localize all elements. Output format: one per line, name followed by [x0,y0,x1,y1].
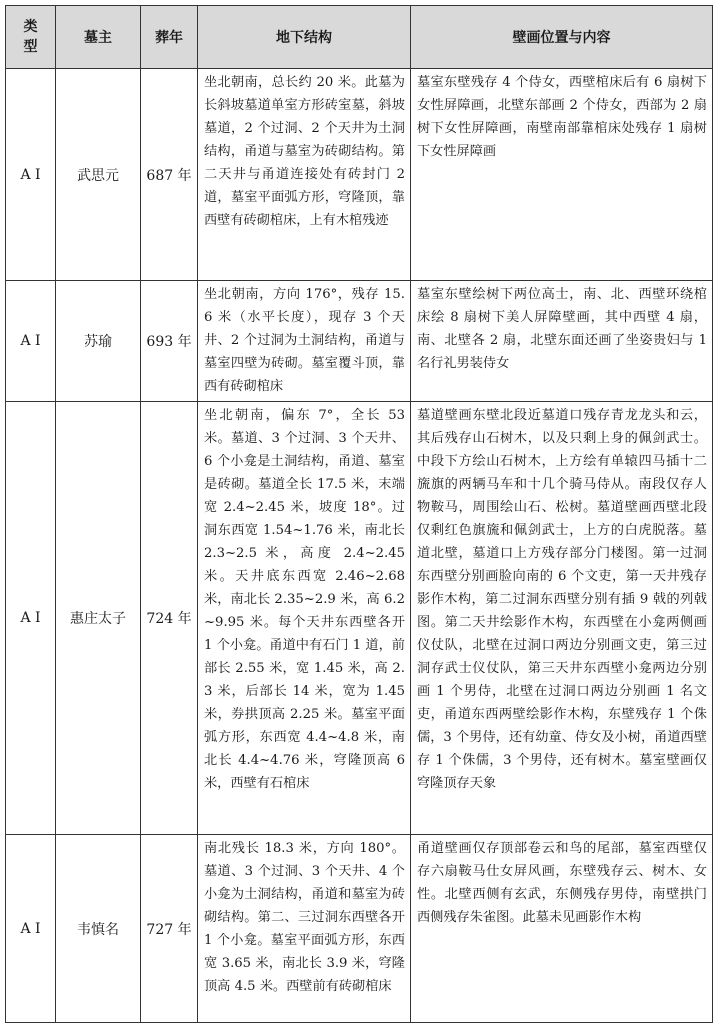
table-row [6,281,713,402]
cell-murals: 墓道壁画东壁北段近墓道口残存青龙龙头和云，其后残存山石树木，以及只剩上身的佩剑武士。中段下方绘山石树木，上方绘有单辕四马插十二旒旗的两辆马车和十几个骑马侍从。南段仅存人物鞍马，周围绘山石、松树。墓道壁画西壁北段仅剩红色旗旒和佩剑武士，上方的白虎脱落。墓道北壁，墓道口上方残存部分门楼图。第一过洞东西壁分别画脸向南的 6 个文吏，第一天井残存影作木构，第二过洞东西壁分别有插 9 戟的列戟图。第二天井绘影作木构，东西壁在小龛两侧画仪仗队，北壁在过洞口两边分别画文吏，第三过洞存武士仪仗队，第三天井东西壁小龛两边分别画 1 个男侍，北壁在过洞口两边分别画 1 名文吏，甬道东西两壁绘影作木构，东壁残存 1 个侏儒，3 个男侍，还有幼童、侍女及小树，甬道西壁存 1 个侏儒，3 个男侍，还有树木。墓室壁画仅穹隆顶存天象 [411,402,713,835]
cell-year: 727 年 [141,835,198,1023]
tomb-mural-table [5,5,713,1023]
cell-owner: 苏瑜 [56,281,141,402]
cell-structure: 坐北朝南，偏东 7°，全长 53 米。墓道、3 个过洞、3 个天井、6 个小龛是土洞结构，甬道、墓室是砖砌。墓道全长 17.5 米，末端宽 2.4~2.45 米，坡度 18°。过洞东西宽 1.54~1.76 米，南北长 2.3~2.5 米，高度 2.4~2.45 米。天井底东西宽 2.46~2.68 米，南北长 2.35~2.9 米，高 6.2~9.95 米。每个天井东西壁各开 1 个小龛。甬道中有石门 1 道，前部长 2.55 米，宽 1.45 米，高 2.3 米，后部长 14 米，宽为 1.45 米，券拱顶高 2.25 米。墓室平面弧方形，东西宽 4.4~4.8 米，南北长 4.4~4.76 米，穹隆顶高 6 米，西壁有石棺床 [198,402,411,835]
table-row [6,69,713,281]
cell-type: A Ⅰ [6,281,56,402]
cell-type: A Ⅰ [6,402,56,835]
cell-owner: 惠庄太子 [56,402,141,835]
cell-murals: 墓室东壁绘树下两位高士，南、北、西壁环绕棺床绘 8 扇树下美人屏障壁画，其中西壁 4 扇，南、北壁各 2 扇，北壁东面还画了坐姿贵妇与 1 名行礼男装侍女 [411,281,713,402]
header-murals: 壁画位置与内容 [411,6,713,69]
header-owner: 墓主 [56,6,141,69]
table-row [6,835,713,1023]
cell-murals: 甬道壁画仅存顶部卷云和鸟的尾部，墓室西壁仅存六扇鞍马仕女屏风画，东壁残存云、树木、女性。北壁西侧有玄武，东侧残存男侍，南壁拱门西侧残存朱雀图。此墓未见画影作木构 [411,835,713,1023]
header-type: 类 型 [6,6,56,69]
cell-owner: 韦慎名 [56,835,141,1023]
table-row [6,402,713,835]
cell-structure: 坐北朝南，总长约 20 米。此墓为长斜坡墓道单室方形砖室墓，斜坡墓道，2 个过洞、2 个天井为土洞结构，甬道与墓室为砖砌结构。第二天井与甬道连接处有砖封门 2 道，墓室平面弧方形，穹隆顶，靠西壁有砖砌棺床，上有木棺残迹 [198,69,411,281]
cell-owner: 武思元 [56,69,141,281]
cell-year: 687 年 [141,69,198,281]
cell-type: A Ⅰ [6,835,56,1023]
header-structure: 地下结构 [198,6,411,69]
header-row [6,6,713,69]
cell-type: A Ⅰ [6,69,56,281]
cell-year: 724 年 [141,402,198,835]
cell-murals: 墓室东壁残存 4 个侍女，西壁棺床后有 6 扇树下女性屏障画，北壁东部画 2 个侍女，西部为 2 扇树下女性屏障画，南壁南部靠棺床处残存 1 扇树下女性屏障画 [411,69,713,281]
cell-year: 693 年 [141,281,198,402]
header-year: 葬年 [141,6,198,69]
cell-structure: 南北残长 18.3 米，方向 180°。墓道、3 个过洞、3 个天井、4 个小龛为土洞结构，甬道和墓室为砖砌结构。第二、三过洞东西壁各开 1 个小龛。墓室平面弧方形，东西宽 3.65 米，南北长 3.9 米，穹隆顶高 4.5 米。西壁前有砖砌棺床 [198,835,411,1023]
cell-structure: 坐北朝南，方向 176°，残存 15.6 米（水平长度），现存 3 个天井、2 个过洞为土洞结构，甬道与墓室四壁为砖砌。墓室覆斗顶，靠西有砖砌棺床 [198,281,411,402]
